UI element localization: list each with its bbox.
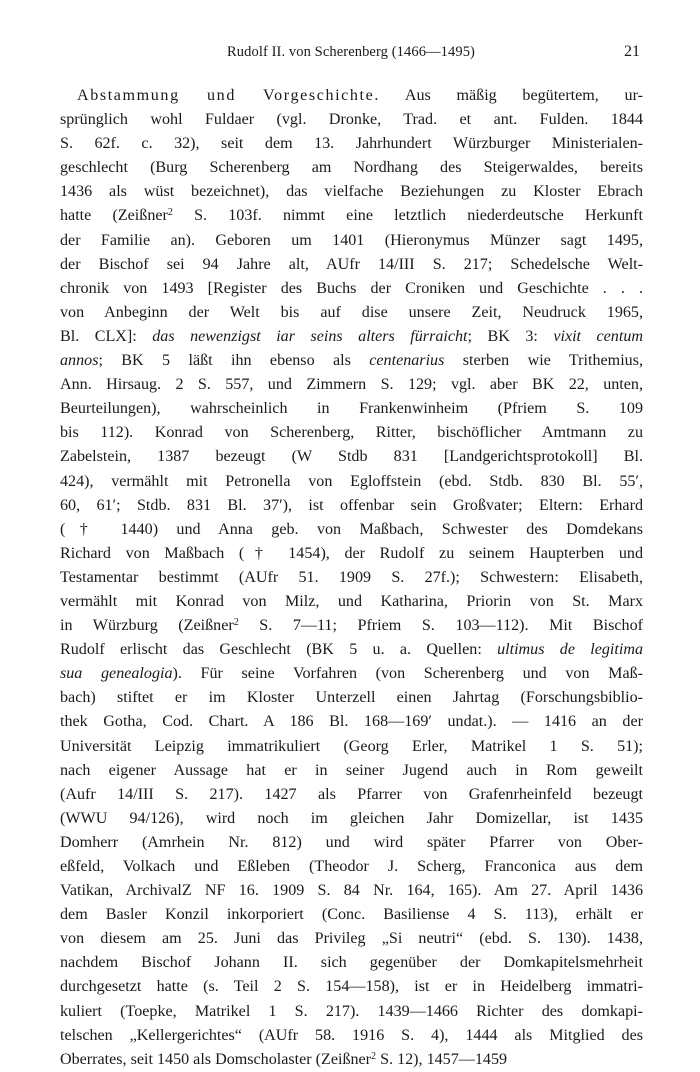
text-span: Oberrates, seit 1450 als Domscholaster (Zeißner — [60, 1050, 372, 1068]
text-span: Bl. CLX]: — [60, 327, 153, 345]
text-line — [60, 686, 643, 710]
text-line — [60, 108, 643, 132]
text-span: sprünglich wohl Fuldaer (vgl. Dronke, Trad. et ant. Fulden. 1844 — [60, 111, 643, 129]
text-span: nach eigener Aussage hat er in seiner Jugend auch in Rom geweilt — [60, 761, 643, 779]
text-span: S. 7—11; Pfriem S. 103—112). Mit Bischof — [238, 617, 643, 635]
text-span: vermählt mit Konrad von Milz, und Katharina, Priorin von St. Marx — [60, 592, 643, 610]
text-line — [60, 180, 643, 204]
text-line — [60, 542, 643, 566]
text-line — [60, 1024, 643, 1048]
text-line — [60, 855, 643, 879]
text-line — [60, 373, 643, 397]
text-line — [60, 903, 643, 927]
text-span: sterben wie Trithemius, — [444, 352, 643, 370]
superscript: 2 — [167, 207, 173, 219]
italic-text: annos — [60, 352, 99, 370]
text-line — [60, 975, 643, 999]
text-span: († 1440) und Anna geb. von Maßbach, Schwester des Domdekans — [60, 520, 643, 538]
text-span: Aus mäßig begütertem, ur- — [380, 87, 643, 104]
text-span: Vatikan, ArchivalZ NF 16. 1909 S. 84 Nr. 164, 165). Am 27. April 1436 — [60, 882, 643, 900]
text-span: dem Basler Konzil inkorporiert (Conc. Basiliense 4 S. 113), erhält er — [60, 906, 643, 924]
text-span: von diesem am 25. Juni das Privileg „Si neutri“ (ebd. S. 130). 1438, — [60, 930, 643, 948]
text-span: S. 12), 1457—1459 — [376, 1050, 508, 1068]
text-span: nachdem Bischof Johann II. sich gegenüber der Domkapitelsmehrheit — [60, 954, 643, 972]
text-line — [60, 590, 643, 614]
text-line — [60, 470, 643, 494]
text-line — [60, 662, 643, 686]
text-span: 1436 als wüst bezeichnet), das vielfache Beziehungen zu Kloster Ebrach — [60, 183, 643, 201]
text-span: telschen „Kellergerichtes“ (AUfr 58. 1916 S. 4), 1444 als Mitglied des — [60, 1026, 643, 1044]
text-span: Ann. Hirsaug. 2 S. 557, und Zimmern S. 129; vgl. aber BK 22, unten, — [60, 376, 643, 394]
body-text — [60, 84, 643, 1072]
text-line — [60, 614, 643, 638]
italic-text: vixit centum — [553, 327, 643, 345]
text-span: 60, 61′; Stdb. 831 Bl. 37′), ist offenbar sein Großvater; Eltern: Erhard — [60, 496, 643, 514]
text-line — [60, 325, 643, 349]
text-line — [60, 84, 643, 108]
text-span: Domherr (Amrhein Nr. 812) und wird später Pfarrer von Ober- — [60, 833, 643, 851]
text-span: hatte (Zeißner — [60, 207, 168, 225]
text-span: Beurteilungen), wahrscheinlich in Frankenwinheim (Pfriem S. 109 — [60, 400, 643, 418]
superscript: 2 — [233, 617, 239, 629]
text-span: kuliert (Toepke, Matrikel 1 S. 217). 1439—1466 Richter des domkapi- — [60, 1002, 643, 1020]
text-line — [60, 831, 643, 855]
text-line — [60, 277, 643, 301]
text-line — [60, 156, 643, 180]
page-number: 21 — [624, 43, 640, 60]
text-line — [60, 421, 643, 445]
text-line — [60, 229, 643, 253]
text-span: (WWU 94/126), wird noch im gleichen Jahr Domizellar, ist 1435 — [60, 809, 643, 827]
text-line — [60, 445, 643, 469]
text-line — [60, 735, 643, 759]
text-span: ). Für seine Vorfahren (von Scherenberg und von Maß- — [172, 665, 643, 683]
text-span: S. 62f. c. 32), seit dem 13. Jahrhundert Würzburger Ministerialen- — [60, 135, 643, 153]
text-line — [60, 204, 643, 228]
text-line — [60, 951, 643, 975]
text-line — [60, 710, 643, 734]
text-span: geschlecht (Burg Scherenberg am Nordhang des Steigerwaldes, bereits — [60, 159, 643, 177]
italic-text: das newenzigst iar seins alters fürraicht — [152, 327, 468, 345]
text-span: Zabelstein, 1387 bezeugt (W Stdb 831 [Landgerichtsprotokoll] Bl. — [60, 448, 643, 466]
text-line — [60, 253, 643, 277]
text-line — [60, 518, 643, 542]
spaced-heading-text: Abstammung und Vorgeschichte. — [77, 87, 381, 104]
text-span: 424), vermählt mit Petronella von Egloffstein (ebd. Stdb. 830 Bl. 55′, — [60, 472, 643, 490]
text-span: der Bischof sei 94 Jahre alt, AUfr 14/III S. 217; Schedelsche Welt- — [60, 255, 643, 273]
text-line — [60, 638, 643, 662]
text-line — [60, 927, 643, 951]
text-span: der Familie an). Geboren um 1401 (Hieronymus Münzer sagt 1495, — [60, 231, 643, 249]
text-line — [60, 349, 643, 373]
text-line — [60, 1048, 643, 1072]
text-line — [60, 301, 643, 325]
text-span: ; BK 3: — [467, 327, 554, 345]
text-span: ; BK 5 läßt ihn ebenso als — [98, 352, 370, 370]
text-span: in Würzburg (Zeißner — [60, 617, 234, 635]
text-span: durchgesetzt hatte (s. Teil 2 S. 154—158), ist er in Heidelberg immatri- — [60, 978, 643, 996]
running-head: Rudolf II. von Scherenberg (1466—1495) — [227, 44, 475, 60]
text-line — [60, 397, 643, 421]
text-line — [60, 879, 643, 903]
text-span: eßfeld, Volkach und Eßleben (Theodor J. Scherg, Franconica aus dem — [60, 858, 643, 875]
italic-text: ultimus de legitima — [497, 641, 644, 659]
text-span: Rudolf erlischt das Geschlecht (BK 5 u. a. Quellen: — [60, 641, 498, 659]
page-header — [60, 44, 642, 68]
text-line — [60, 759, 643, 783]
text-span: S. 103f. nimmt eine letztlich niederdeutsche Herkunft — [172, 207, 644, 225]
text-span: bach) stiftet er im Kloster Unterzell einen Jahrtag (Forschungsbiblio- — [60, 689, 643, 707]
italic-text: sua genealogia — [60, 665, 173, 683]
text-span: bis 112). Konrad von Scherenberg, Ritter, bischöflicher Amtmann zu — [60, 424, 643, 442]
text-span: Testamentar bestimmt (AUfr 51. 1909 S. 27f.); Schwestern: Elisabeth, — [60, 568, 643, 586]
text-span: Richard von Maßbach († 1454), der Rudolf zu seinem Haupterben und — [60, 544, 643, 562]
text-line — [60, 494, 643, 518]
text-line — [60, 807, 643, 831]
text-span: thek Gotha, Cod. Chart. A 186 Bl. 168—169′ undat.). — 1416 an der — [60, 713, 643, 731]
italic-text: centenarius — [369, 352, 445, 370]
text-span: (Aufr 14/III S. 217). 1427 als Pfarrer von Grafenrheinfeld bezeugt — [60, 785, 643, 803]
superscript: 2 — [371, 1050, 377, 1062]
text-line — [60, 132, 643, 156]
text-line — [60, 566, 643, 590]
text-line — [60, 1000, 643, 1024]
text-span: Universität Leipzig immatrikuliert (Georg Erler, Matrikel 1 S. 51); — [60, 737, 643, 755]
text-span: von Anbeginn der Welt bis auf dise unsere Zeit, Neudruck 1965, — [60, 303, 643, 321]
text-line — [60, 783, 643, 807]
text-span: chronik von 1493 [Register des Buchs der Croniken und Geschichte . . . — [60, 279, 643, 297]
